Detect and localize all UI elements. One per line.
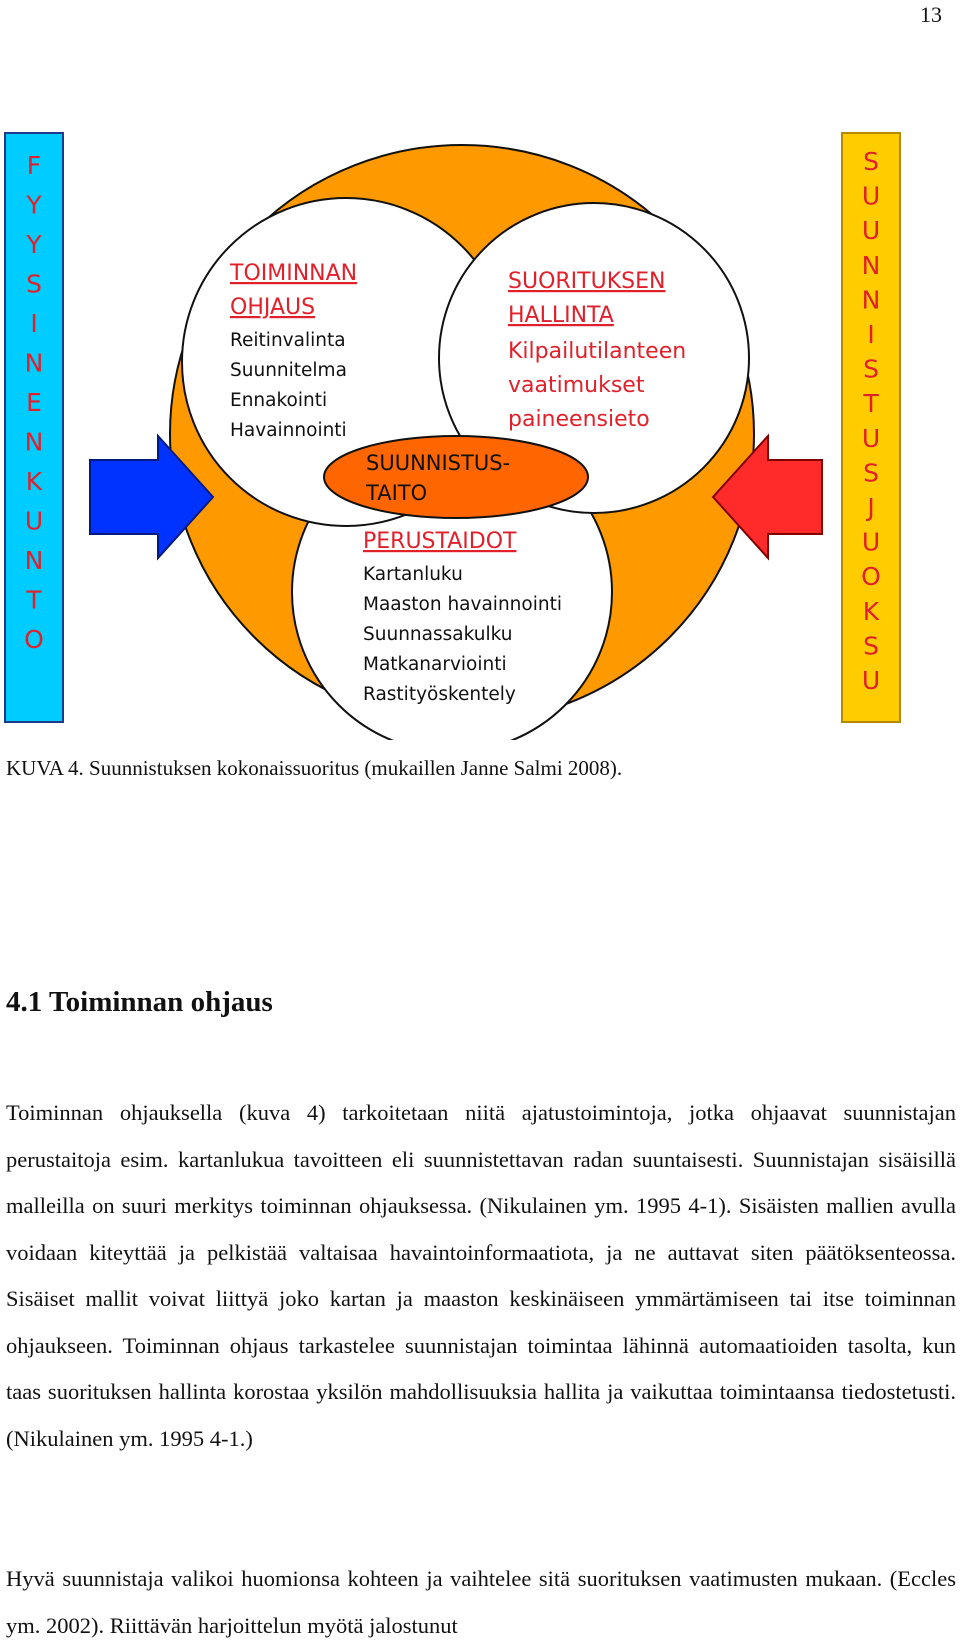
bar-letter: I [30, 309, 38, 338]
bar-letter: N [24, 427, 44, 457]
toiminnan-item: Ennakointi [230, 390, 328, 411]
bar-letter: N [24, 546, 44, 575]
toiminnan-item: Reitinvalinta [230, 330, 346, 351]
perustaidot-item: Rastityöskentely [363, 684, 516, 705]
toiminnan-title-line1: TOIMINNAN [230, 261, 358, 286]
bar-letter: T [26, 585, 42, 615]
center-oval-suunnistustaito [324, 436, 588, 518]
body-paragraph: Toiminnan ohjauksella (kuva 4) tarkoitetaan niitä ajatustoimintoja, jotka ohjaavat suunnistajan perustaitoja esim. kartanlukua tavoitteen eli suunnistettavan radan suuntaisesti. Suunnistajan sisäisillä malleilla on suuri merkitys toiminnan ohjauksessa. (Nikulainen ym. 1995 4-1). Sisäisten mallien avulla voidaan kiteyttää ja pelkistää valtaisaa havaintoinformaatiota, ja ne auttavat siten päätöksenteossa. Sisäiset mallit voivat liittyä joko kartan ja maaston keskinäiseen ymmärtämiseen tai itse toiminnan ohjaukseen. Toiminnan ohjaus tarkastelee suunnistajan toimintaa lähinnä automaatioiden tasolta, kun taas suorituksen hallinta korostaa yksilön mahdollisuuksia hallita ja vaikuttaa toimintaansa tiedostetusti. (Nikulainen ym. 1995 4-1.) [6, 1100, 956, 1451]
bar-letter: Y [26, 190, 42, 220]
bar-letter: U [861, 216, 881, 246]
orienteering-diagram [0, 0, 960, 740]
bar-letter: F [26, 151, 42, 180]
bar-letter: S [863, 458, 879, 488]
bar-letter: U [24, 506, 44, 536]
suorituksen-item: vaatimukset [508, 373, 645, 398]
bar-letter: O [24, 625, 44, 654]
bar-letter: K [862, 596, 880, 626]
perustaidot-item: Matkanarviointi [363, 654, 507, 675]
figure-caption: KUVA 4. Suunnistuksen kokonaissuoritus (mukaillen Janne Salmi 2008). [6, 756, 623, 780]
perustaidot-item: Maaston havainnointi [363, 594, 562, 615]
center-oval-line1: SUUNNISTUS- [366, 451, 511, 475]
bar-letter: U [861, 527, 881, 557]
bar-letter: N [24, 348, 44, 378]
body-paragraph: Hyvä suunnistaja valikoi huomionsa kohteen ja vaihtelee sitä suorituksen vaatimusten mukaan. (Eccles ym. 2002). Riittävän harjoittelun myötä jalostunut [6, 1566, 956, 1638]
bar-letter: O [861, 562, 881, 592]
page-number: 13 [920, 2, 942, 27]
toiminnan-item: Suunnitelma [230, 360, 347, 381]
suorituksen-title-line2: HALLINTA [508, 303, 614, 328]
bar-letter: U [861, 181, 881, 211]
bar-letter: U [861, 423, 881, 453]
section-heading: 4.1 Toiminnan ohjaus [6, 986, 273, 1018]
bar-letter: N [861, 285, 881, 315]
bar-letter: K [25, 467, 43, 496]
bar-letter: I [867, 320, 875, 349]
bar-letter: U [861, 666, 881, 695]
bar-letter: N [861, 250, 881, 280]
bar-letter: T [863, 389, 879, 419]
bar-letter: S [863, 354, 879, 384]
perustaidot-title: PERUSTAIDOT [363, 529, 517, 554]
toiminnan-title-line2: OHJAUS [230, 295, 316, 320]
suorituksen-item: Kilpailutilanteen [508, 339, 687, 364]
suorituksen-title-line1: SUORITUKSEN [508, 269, 666, 294]
bar-letter: E [26, 388, 42, 417]
perustaidot-item: Suunnassakulku [363, 624, 513, 645]
bar-letter: S [863, 631, 879, 661]
bar-letter: Y [26, 230, 42, 259]
bar-letter: S [26, 269, 42, 299]
toiminnan-item: Havainnointi [230, 420, 347, 441]
perustaidot-item: Kartanluku [363, 564, 463, 585]
bar-letter: S [863, 147, 879, 176]
suorituksen-item: paineensieto [508, 407, 650, 432]
center-oval-line2: TAITO [366, 481, 428, 505]
bar-letter: J [867, 493, 875, 522]
